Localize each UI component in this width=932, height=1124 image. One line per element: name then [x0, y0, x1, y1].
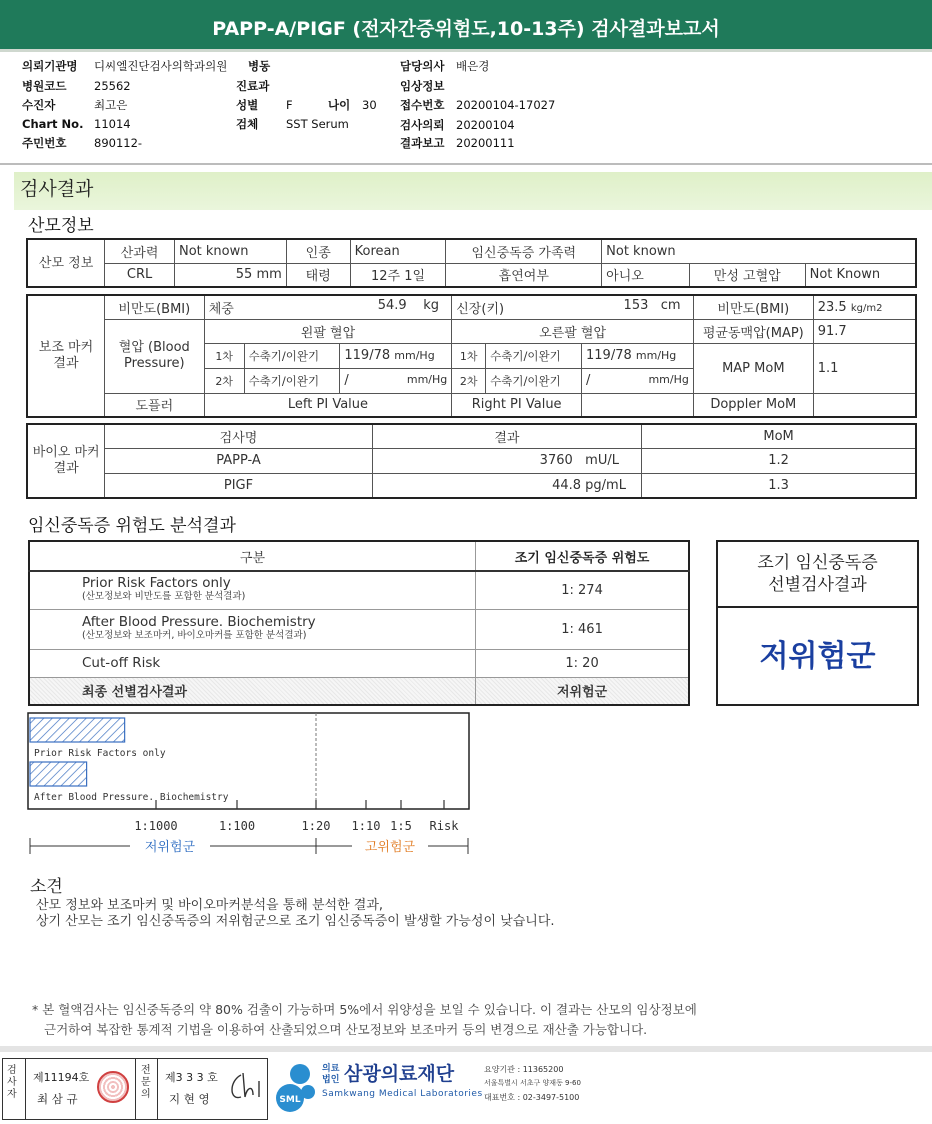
chronic-hypertension-label: 만성 고혈압 — [689, 263, 805, 287]
table-row — [27, 448, 916, 473]
maternal-group-label: 산모 정보 — [27, 239, 105, 287]
right-first-label: 1차 — [452, 343, 486, 368]
left-first-sysdia-label: 수축기/이완기 — [244, 343, 340, 368]
pigf-unit: pg/mL — [585, 477, 626, 493]
right-arm-bp-label: 오른팔 혈압 — [452, 319, 694, 343]
crl-unit: mm — [256, 267, 282, 283]
pigf-mom: 1.3 — [642, 473, 916, 498]
risk-prior-value: 1: 274 — [476, 571, 689, 609]
screening-result-header — [718, 542, 917, 608]
right-second-bp-value: / — [586, 373, 591, 388]
screening-result-title-1: 조기 임신중독증 — [757, 553, 878, 573]
weight-value: 54.9 — [377, 297, 407, 313]
chronic-hypertension-value: Not Known — [805, 263, 916, 287]
left-second-label: 2차 — [204, 368, 244, 393]
map-label: 평균동맥압(MAP) — [693, 319, 813, 343]
right-first-sysdia-label: 수축기/이완기 — [486, 343, 582, 368]
race-value: Korean — [350, 239, 446, 263]
org-english-name: Samkwang Medical Laboratories — [322, 1089, 483, 1099]
left-first-bp-unit: mm/Hg — [394, 349, 435, 362]
id-label: 주민번호 — [22, 136, 67, 150]
institution-row: 의뢰기관명 디씨엘진단검사의학과의원 — [22, 59, 228, 73]
risk-prior-note: (산모정보와 비만도를 포함한 분석결과) — [82, 591, 246, 603]
chart-no-value: 11014 — [94, 117, 131, 131]
org-address: 서울특별시 서초구 양재동 9-60 — [484, 1079, 581, 1087]
pappa-mom: 1.2 — [642, 448, 916, 473]
section-title: 검사결과 — [20, 178, 94, 200]
screening-result-box — [716, 540, 919, 706]
auxiliary-group-label: 보조 마커 결과 — [27, 295, 104, 417]
inspector-label: 검사자 — [7, 1065, 17, 1100]
map-mom-label: MAP MoM — [693, 343, 813, 393]
doctor-label: 담당의사 — [400, 59, 445, 73]
final-result-label: 최종 선별검사결과 — [29, 677, 476, 705]
crl-label: CRL — [105, 263, 175, 287]
request-label: 검사의뢰 — [400, 118, 445, 132]
bmi2-value: 23.5 — [817, 299, 847, 315]
org-name: 삼광의료재단 — [344, 1063, 455, 1085]
tick-label-5: Risk — [429, 819, 459, 833]
sex-label: 성별 — [236, 98, 259, 112]
smoking-value: 아니오 — [602, 263, 690, 287]
table-row — [27, 473, 916, 498]
bmi2-label: 비만도(BMI) — [693, 295, 813, 319]
footer-divider — [0, 1046, 932, 1052]
low-risk-label: 저위험군 — [144, 840, 196, 855]
footnote-line-1: * 본 혈액검사는 임신중독증의 약 80% 검출이 가능하며 5%에서 위양성을 보일 수 있습니다. 이 결과는 산모의 임상정보에 — [32, 1002, 697, 1017]
right-second-bp-unit: mm/Hg — [648, 373, 689, 386]
pappa-name: PAPP-A — [105, 448, 372, 473]
left-first-label: 1차 — [204, 343, 244, 368]
map-value: 91.7 — [813, 319, 916, 343]
biomarker-group-label: 바이오 마커 결과 — [27, 424, 105, 498]
patient-value: 최고은 — [94, 98, 128, 112]
pappa-unit: mU/L — [585, 453, 619, 468]
specimen-value: SST Serum — [286, 117, 349, 131]
left-second-bp-value: / — [344, 373, 349, 388]
sml-logo-icon — [270, 1058, 318, 1114]
bmi2-unit: kg/m2 — [850, 302, 883, 314]
final-result-value: 저위험군 — [476, 677, 689, 705]
risk-after-value: 1: 461 — [476, 609, 689, 649]
gestational-age-value: 12주 1일 — [350, 263, 446, 287]
risk-cutoff-value: 1: 20 — [476, 649, 689, 677]
sex-value: F — [286, 98, 293, 112]
receipt-label: 접수번호 — [400, 98, 445, 112]
id-value: 890112- — [94, 136, 143, 150]
height-label: 신장(키) — [456, 301, 505, 317]
report-title: PAPP-A/PIGF (전자간증위험도,10-13주) 검사결과보고서 — [212, 18, 720, 40]
table-row — [29, 649, 689, 677]
specialist-name: 지 현 영 — [169, 1092, 210, 1106]
doppler-mom-label: Doppler MoM — [693, 393, 813, 417]
biomarker-col-mom: MoM — [642, 424, 916, 448]
institution-value: 디씨엘진단검사의학과의원 — [94, 59, 228, 73]
maternal-title: 산모정보 — [28, 216, 94, 236]
screening-result-value: 저위험군 — [759, 639, 876, 674]
inspector-name: 최 삼 규 — [37, 1092, 78, 1106]
biomarker-col-name: 검사명 — [105, 424, 372, 448]
report-date-value: 20200111 — [456, 136, 515, 150]
tick-label-1: 1:100 — [218, 819, 256, 833]
pappa-value: 3760 — [539, 453, 573, 468]
inspector-seal — [97, 1071, 129, 1103]
weight-label: 체중 — [208, 301, 234, 317]
left-second-sysdia-label: 수축기/이완기 — [244, 368, 340, 393]
sml-logo-text: SML — [279, 1095, 301, 1105]
request-value: 20200104 — [456, 118, 515, 132]
org-prefix: 의료법인 — [322, 1064, 340, 1085]
auxiliary-marker-table — [26, 294, 917, 418]
age-label: 나이 — [328, 98, 351, 112]
risk-table — [28, 540, 690, 706]
risk-bar-1 — [30, 762, 87, 786]
footnote-line-2: 근거하여 복잡한 통계적 기법을 이용하여 산출되었으며 산모정보와 보조마커 등의 변경으로 재산출 가능합니다. — [44, 1022, 648, 1037]
age-value: 30 — [362, 98, 377, 112]
signature-box — [2, 1058, 268, 1120]
obstetric-history-value: Not known — [175, 239, 287, 263]
biomarker-table — [26, 423, 917, 499]
right-first-bp-value: 119/78 — [586, 348, 632, 363]
inspector-number: 제11194호 — [33, 1071, 90, 1084]
right-second-label: 2차 — [452, 368, 486, 393]
table-row — [29, 609, 689, 649]
table-row — [29, 571, 689, 609]
crl-value: 55 — [235, 267, 253, 283]
risk-cutoff-name: Cut-off Risk — [29, 649, 476, 677]
risk-title: 임신중독증 위험도 분석결과 — [28, 516, 236, 536]
hospital-code-label: 병원코드 — [22, 79, 67, 93]
obstetric-history-label: 산과력 — [105, 239, 175, 263]
risk-bar-label-0: Prior Risk Factors only — [34, 748, 166, 759]
bmi-label: 비만도(BMI) — [104, 295, 204, 319]
height-unit: cm — [660, 297, 681, 313]
map-mom-value: 1.1 — [813, 343, 916, 393]
maternal-info-table — [26, 238, 917, 288]
tick-label-2: 1:20 — [301, 819, 331, 833]
height-value: 153 — [623, 297, 649, 313]
patient-label: 수진자 — [22, 98, 56, 112]
family-history-label: 임신중독증 가족력 — [446, 239, 602, 263]
header-divider — [0, 163, 932, 165]
opinion-title: 소견 — [30, 877, 63, 897]
right-second-sysdia-label: 수축기/이완기 — [486, 368, 582, 393]
org-phone: 대표번호 : 02-3497-5100 — [484, 1093, 580, 1102]
specialist-number: 제3 3 3 호 — [165, 1071, 218, 1084]
left-second-bp-unit: mm/Hg — [406, 373, 448, 386]
org-code: 요양기관 : 11365200 — [484, 1065, 564, 1074]
risk-after-name: After Blood Pressure. Biochemistry — [82, 614, 316, 630]
tick-label-0: 1:1000 — [134, 819, 178, 833]
risk-chart — [26, 710, 476, 860]
risk-col-value: 조기 임신중독증 위험도 — [476, 541, 689, 571]
receipt-value: 20200104-17027 — [456, 98, 556, 112]
screening-result-title-2: 선별검사결과 — [768, 575, 867, 595]
specialist-label: 전문의 — [141, 1065, 151, 1100]
report-date-label: 결과보고 — [400, 136, 445, 150]
doppler-label: 도플러 — [104, 393, 204, 417]
blood-pressure-label: 혈압 (Blood Pressure) — [104, 319, 204, 393]
pigf-value: 44.8 — [552, 477, 582, 493]
section-band — [14, 172, 932, 210]
opinion-line-2: 상기 산모는 조기 임신중독증의 저위험군으로 조기 임신중독증이 발생할 가능성이 낮습니다. — [36, 914, 555, 929]
table-row — [29, 677, 689, 705]
left-pi-label: Left PI Value — [204, 393, 452, 417]
smoking-label: 흡연여부 — [446, 263, 602, 287]
department-label: 진료과 — [236, 79, 270, 93]
chart-no-label: Chart No. — [22, 117, 84, 131]
high-risk-label: 고위험군 — [364, 840, 416, 855]
hospital-code-value: 25562 — [94, 79, 131, 93]
race-label: 인종 — [286, 239, 350, 263]
right-pi-label: Right PI Value — [452, 393, 582, 417]
risk-prior-name: Prior Risk Factors only — [82, 575, 231, 592]
right-first-bp-unit: mm/Hg — [635, 349, 677, 362]
risk-bar-0 — [30, 718, 125, 742]
specimen-label: 검체 — [236, 117, 259, 131]
risk-bar-label-1: After Blood Pressure. Biochemistry — [34, 792, 229, 803]
risk-col-category: 구분 — [29, 541, 476, 571]
tick-label-3: 1:10 — [351, 819, 381, 833]
doctor-value: 배은경 — [456, 59, 490, 73]
clinical-label: 임상정보 — [400, 79, 445, 93]
family-history-value: Not known — [602, 239, 916, 263]
tick-label-4: 1:5 — [390, 819, 412, 833]
report-title-bar — [0, 0, 932, 52]
pigf-name: PIGF — [105, 473, 372, 498]
risk-after-note: (산모정보와 보조마커, 바이오마커를 포함한 분석결과) — [82, 630, 307, 641]
specialist-signature — [225, 1071, 265, 1105]
left-first-bp-value: 119/78 — [344, 348, 391, 363]
left-arm-bp-label: 왼팔 혈압 — [204, 319, 452, 343]
biomarker-col-result: 결과 — [372, 424, 642, 448]
gestational-age-label: 태령 — [286, 263, 350, 287]
ward-label: 병동 — [248, 59, 271, 73]
weight-unit: kg — [423, 297, 439, 313]
opinion-line-1: 산모 정보와 보조마커 및 바이오마커분석을 통해 분석한 결과, — [36, 898, 384, 913]
